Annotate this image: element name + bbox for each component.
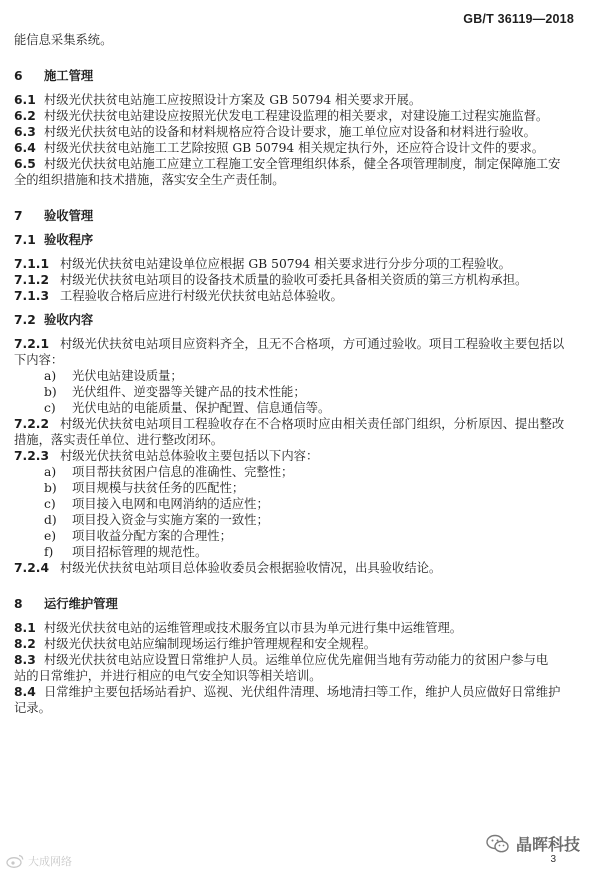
clause-text: 村级光伏扶贫电站建设应按照光伏发电工程建设监理的相关要求，对建设施工过程实施监督。 bbox=[44, 109, 549, 123]
list-item bbox=[14, 480, 586, 496]
section-heading bbox=[14, 312, 586, 328]
list-item-label: d) bbox=[44, 513, 57, 527]
clause bbox=[14, 288, 586, 304]
weibo-icon bbox=[6, 854, 24, 868]
clause-number: 8.4 bbox=[14, 685, 36, 699]
clause-number: 8.2 bbox=[14, 637, 36, 651]
clause bbox=[14, 256, 586, 272]
section-number: 6 bbox=[14, 69, 23, 83]
list-item-label: a) bbox=[44, 465, 57, 479]
section-title: 验收内容 bbox=[44, 313, 94, 327]
clause-continuation: 站的日常维护，并进行相应的电气安全知识等相关培训。 bbox=[14, 669, 322, 683]
section-number: 7.2 bbox=[14, 313, 36, 327]
spacer bbox=[14, 328, 586, 336]
clause bbox=[14, 684, 586, 700]
section-title: 验收程序 bbox=[44, 233, 94, 247]
list-item-label: b) bbox=[44, 385, 57, 399]
spacer bbox=[14, 612, 586, 620]
clause bbox=[14, 620, 586, 636]
clause bbox=[14, 140, 586, 156]
clause-number: 7.2.2 bbox=[14, 417, 50, 431]
clause-text: 村级光伏扶贫电站应设置日常维护人员。运维单位应优先雇佣当地有劳动能力的贫困户参与电 bbox=[44, 653, 549, 667]
clause-text: 村级光伏扶贫电站的运维管理或技术服务宜以市县为单元进行集中运维管理。 bbox=[44, 621, 463, 635]
list-item-text: 项目规模与扶贫任务的匹配性； bbox=[72, 481, 245, 495]
section-heading bbox=[14, 208, 586, 224]
list-item bbox=[14, 368, 586, 384]
list-item bbox=[14, 544, 586, 560]
clause bbox=[14, 636, 586, 652]
clause-number: 8.1 bbox=[14, 621, 36, 635]
clause-number: 7.1.1 bbox=[14, 257, 50, 271]
clause-number: 8.3 bbox=[14, 653, 36, 667]
spacer bbox=[14, 84, 586, 92]
section-title: 运行维护管理 bbox=[44, 597, 118, 611]
list-item-label: a) bbox=[44, 369, 57, 383]
clause-number: 6.3 bbox=[14, 125, 36, 139]
section-title: 验收管理 bbox=[44, 209, 94, 223]
clause-text: 工程验收合格后应进行村级光伏扶贫电站总体验收。 bbox=[60, 289, 343, 303]
spacer bbox=[14, 248, 586, 256]
clause-text: 村级光伏扶贫电站的设备和材料规格应符合设计要求，施工单位应对设备和材料进行验收。 bbox=[44, 125, 536, 139]
spacer bbox=[14, 304, 586, 312]
list-item bbox=[14, 400, 586, 416]
document-body bbox=[14, 32, 586, 716]
section-number: 7.1 bbox=[14, 233, 36, 247]
clause-text: 村级光伏扶贫电站施工应建立工程施工安全管理组织体系，健全各项管理制度，制定保障施工安 bbox=[44, 157, 561, 171]
wechat-icon bbox=[486, 834, 510, 854]
clause-number: 7.2.3 bbox=[14, 449, 50, 463]
list-item-label: b) bbox=[44, 481, 57, 495]
clause bbox=[14, 124, 586, 140]
clause-number: 7.1.2 bbox=[14, 273, 50, 287]
clause-continuation: 全的组织措施和技术措施，落实安全生产责任制。 bbox=[14, 173, 285, 187]
list-item-label: c) bbox=[44, 401, 56, 415]
clause-number: 7.2.4 bbox=[14, 561, 50, 575]
clause-continuation: 下内容： bbox=[14, 353, 64, 367]
clause-text: 村级光伏扶贫电站施工工艺除按照 GB 50794 相关规定执行外，还应符合设计文件的要求。 bbox=[44, 141, 545, 155]
clause-text: 村级光伏扶贫电站项目应资料齐全，且无不合格项，方可通过验收。项目工程验收主要包括以 bbox=[60, 337, 565, 351]
watermark-right-text: 晶晖科技 bbox=[515, 835, 580, 854]
list-item-text: 光伏电站建设质量； bbox=[72, 369, 183, 383]
list-item-text: 项目接入电网和电网消纳的适应性； bbox=[72, 497, 269, 511]
clause bbox=[14, 108, 586, 124]
watermark-left-text: 大成网络 bbox=[28, 855, 72, 868]
page-number: 3 bbox=[550, 854, 556, 865]
clause-text: 村级光伏扶贫电站项目总体验收委员会根据验收情况，出具验收结论。 bbox=[60, 561, 442, 575]
clause-text: 村级光伏扶贫电站项目工程验收存在不合格项时应由相关责任部门组织，分析原因、提出整改 bbox=[60, 417, 565, 431]
list-item-label: f) bbox=[44, 545, 54, 559]
clause-number: 6.5 bbox=[14, 157, 36, 171]
list-item-text: 项目帮扶贫困户信息的准确性、完整性； bbox=[72, 465, 294, 479]
clause bbox=[14, 652, 586, 668]
clause-continuation: 记录。 bbox=[14, 701, 51, 715]
clause-text: 村级光伏扶贫电站总体验收主要包括以下内容： bbox=[60, 449, 319, 463]
clause-text: 村级光伏扶贫电站施工应按照设计方案及 GB 50794 相关要求开展。 bbox=[44, 93, 422, 107]
list-item-text: 光伏电站的电能质量、保护配置、信息通信等。 bbox=[72, 401, 331, 415]
clause-number: 6.4 bbox=[14, 141, 36, 155]
clause bbox=[14, 448, 586, 464]
clause-continuation: 措施，落实责任单位、进行整改闭环。 bbox=[14, 433, 224, 447]
list-item bbox=[14, 384, 586, 400]
section-number: 8 bbox=[14, 597, 23, 611]
clause bbox=[14, 92, 586, 108]
clause-text: 日常维护主要包括场站看护、巡视、光伏组件清理、场地清扫等工作，维护人员应做好日常维护 bbox=[44, 685, 561, 699]
list-item bbox=[14, 464, 586, 480]
clause bbox=[14, 336, 586, 352]
clause bbox=[14, 156, 586, 172]
clause-number: 7.1.3 bbox=[14, 289, 50, 303]
spacer bbox=[14, 48, 586, 68]
clause bbox=[14, 272, 586, 288]
list-item bbox=[14, 512, 586, 528]
standard-code-header: GB/T 36119—2018 bbox=[463, 12, 574, 26]
spacer bbox=[14, 224, 586, 232]
paragraph-line: 能信息采集系统。 bbox=[14, 33, 113, 47]
weibo-watermark bbox=[6, 853, 72, 869]
clause-text: 村级光伏扶贫电站建设单位应根据 GB 50794 相关要求进行分步分项的工程验收。 bbox=[60, 257, 511, 271]
section-heading bbox=[14, 232, 586, 248]
list-item-text: 项目收益分配方案的合理性； bbox=[72, 529, 232, 543]
list-item-text: 项目投入资金与实施方案的一致性； bbox=[72, 513, 269, 527]
clause-text: 村级光伏扶贫电站项目的设备技术质量的验收可委托具备相关资质的第三方机构承担。 bbox=[60, 273, 528, 287]
spacer bbox=[14, 188, 586, 208]
list-item-text: 项目招标管理的规范性。 bbox=[72, 545, 208, 559]
clause bbox=[14, 416, 586, 432]
list-item bbox=[14, 496, 586, 512]
list-item bbox=[14, 528, 586, 544]
spacer bbox=[14, 576, 586, 596]
clause-number: 6.2 bbox=[14, 109, 36, 123]
section-heading bbox=[14, 68, 586, 84]
section-title: 施工管理 bbox=[44, 69, 94, 83]
clause-number: 7.2.1 bbox=[14, 337, 50, 351]
list-item-label: e) bbox=[44, 529, 57, 543]
list-item-text: 光伏组件、逆变器等关键产品的技术性能； bbox=[72, 385, 306, 399]
section-heading bbox=[14, 596, 586, 612]
section-number: 7 bbox=[14, 209, 23, 223]
clause-number: 6.1 bbox=[14, 93, 36, 107]
wechat-watermark bbox=[486, 832, 580, 855]
clause-text: 村级光伏扶贫电站应编制现场运行维护管理规程和安全规程。 bbox=[44, 637, 377, 651]
clause bbox=[14, 560, 586, 576]
list-item-label: c) bbox=[44, 497, 56, 511]
